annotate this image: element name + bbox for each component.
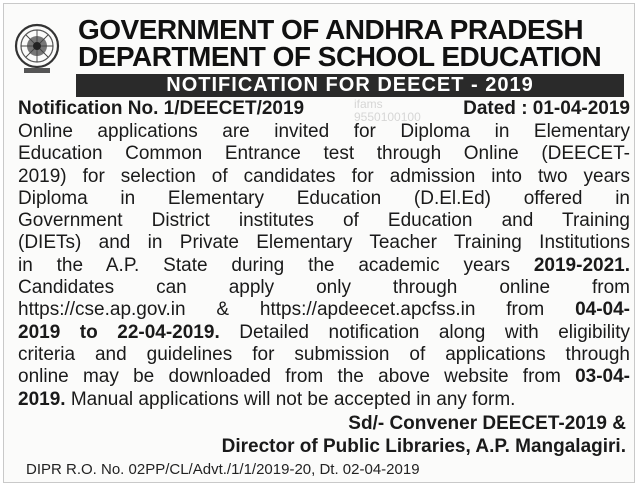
body-line	[18, 389, 630, 411]
body-line: (DIETs) and in Private Elementary Teacher Training Institutions	[18, 232, 630, 254]
body-text: Detailed notification along with eligibility	[239, 321, 630, 343]
body-line: Government District institutes of Education and Training	[18, 210, 630, 232]
start-date: 04-04-	[575, 299, 630, 321]
heading-department: DEPARTMENT OF SCHOOL EDUCATION	[78, 41, 602, 72]
download-year: 2019.	[18, 388, 66, 410]
dipr-reference: DIPR R.O. No. 02PP/CL/Advt./1/1/2019-20, Dt. 02-04-2019	[26, 461, 420, 478]
download-date: 03-04-	[575, 366, 630, 388]
watermark-name: ifams	[354, 97, 383, 111]
body-line: 2019) for selection of candidates for admission into two years	[18, 165, 630, 187]
ap-government-emblem-icon	[14, 20, 60, 76]
academic-years: 2019-2021.	[533, 254, 630, 276]
website-links: https://cse.ap.gov.in & https://apdeecet.apcfss.in from	[18, 299, 545, 321]
signature-convener: Sd/- Convener DEECET-2019 &	[348, 413, 626, 434]
notification-body	[18, 121, 630, 411]
signature-block	[222, 412, 626, 458]
notification-date: Dated : 01-04-2019	[463, 98, 630, 119]
signature-director: Director of Public Libraries, A.P. Mangalagiri.	[221, 436, 626, 457]
heading-government: GOVERNMENT OF ANDHRA PRADESH	[78, 14, 584, 45]
body-line: criteria and guidelines for submission of applications through	[18, 343, 630, 365]
body-line: Diploma in Elementary Education (D.El.Ed) offered in	[18, 187, 630, 209]
body-line	[18, 322, 630, 344]
body-line	[18, 255, 630, 277]
body-line	[18, 299, 630, 321]
department-heading	[78, 16, 618, 70]
body-line: Education Common Entrance test through Online (DEECET-	[18, 143, 630, 165]
body-line: Candidates can apply only through online from	[18, 277, 630, 299]
body-line: Online applications are invited for Diploma in Elementary	[18, 121, 630, 142]
body-text: Manual applications will not be accepted in any form.	[70, 388, 516, 410]
date-range: 2019 to 22-04-2019.	[18, 321, 220, 343]
notification-number: Notification No. 1/DEECET/2019	[18, 98, 305, 119]
body-text: in the A.P. State during the academic years	[18, 254, 510, 276]
watermark-number: 9550100100	[354, 110, 421, 124]
notification-banner: NOTIFICATION FOR DEECET - 2019	[76, 74, 624, 97]
body-text: online may be downloaded from the above website from	[18, 366, 561, 388]
notification-page	[3, 3, 635, 483]
body-line	[18, 366, 630, 388]
